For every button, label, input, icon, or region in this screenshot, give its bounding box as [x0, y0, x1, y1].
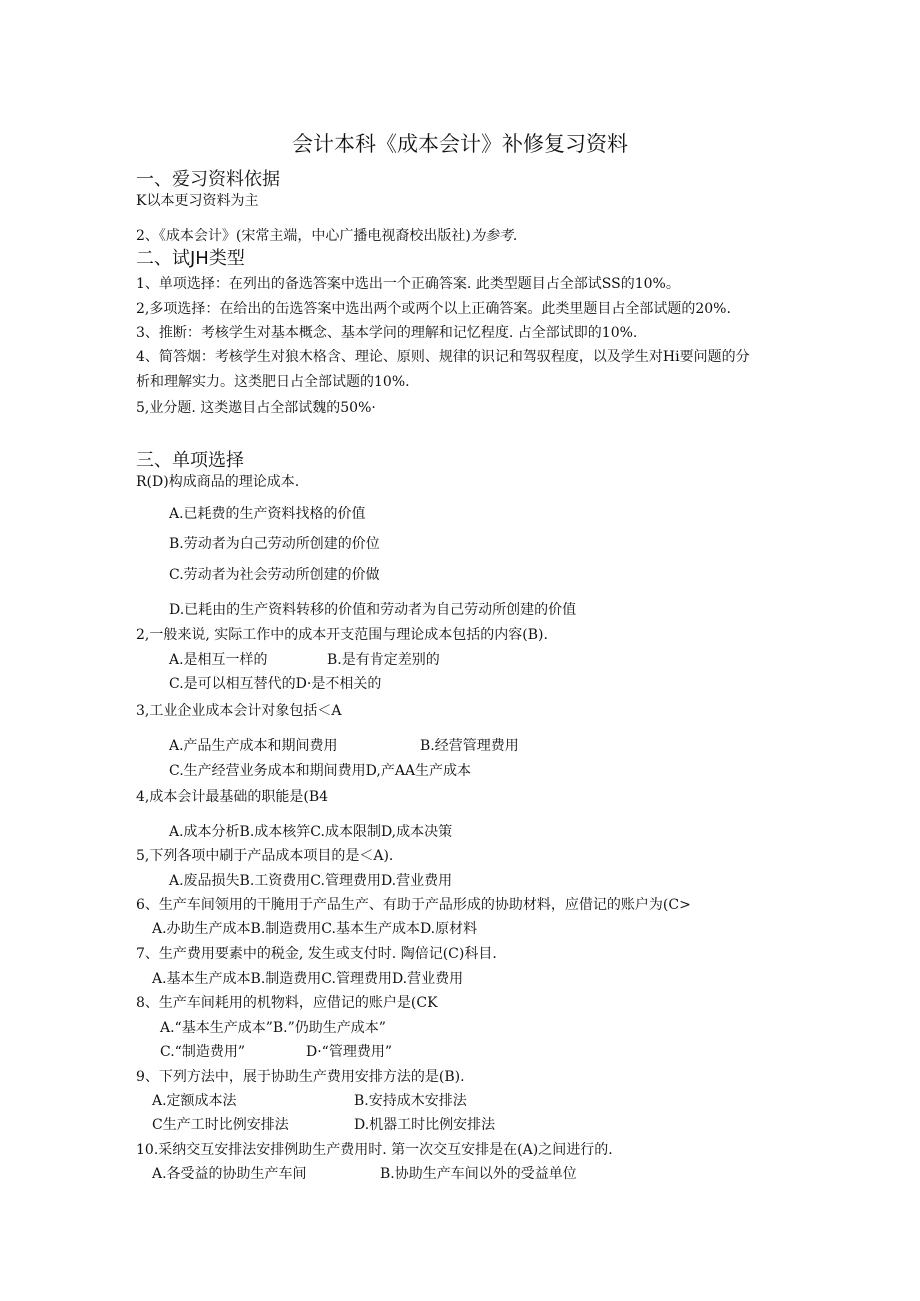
question: 2,一般来说, 实际工作中的成本开支范围与理论成本包括的内容(B). — [136, 627, 548, 643]
section-heading-1: 一、爱习资料依据 — [136, 169, 280, 190]
option: A.成本分析B.成本核笄C.成本限制D,成本决策 — [169, 824, 453, 840]
question: R(D)构成商品的理论成本. — [136, 474, 300, 490]
option: A.基本生产成本B.制造费用C.管理费用D.营业费用 — [152, 971, 464, 987]
option: B.经营管理费用 — [420, 738, 519, 754]
question: 5,下列各项中刷于产品成本项目的是＜A). — [136, 848, 394, 864]
text-line — [136, 227, 517, 245]
option: A.已耗费的生产资料找格的价值 — [169, 506, 366, 522]
question: 8、生产车间耗用的机物料，应借记的账户是(CK — [136, 995, 438, 1011]
question: 9、下列方法中，展于协助生产费用安排方法的是(B). — [136, 1069, 465, 1085]
option: C.劳动者为社会劳动所创建的价做 — [169, 567, 380, 583]
page-title: 会计本科《成本会计》补修复习资料 — [292, 132, 628, 156]
option: D.已耗由的生产资料转移的价值和劳动者为自己劳动所创建的价值 — [169, 602, 577, 618]
text-line: 2,多项选择：在给出的缶选答案中选出两个或两个以上正确答案。此类里题目占全部试题的20%. — [136, 301, 731, 317]
text-line: 1、单项选择：在列出的备选答案中选出一个正确答案. 此类型题目占全部试SS的10%。 — [136, 276, 680, 292]
text-line: 4、简答烟：考核学生对狼木格含、理论、原则、规律的识记和驾驭程度，以及学生对Hi要问题的分 — [136, 349, 750, 365]
option: B.协助生产车间以外的受益单位 — [380, 1166, 577, 1182]
text-line: 析和理解实力。这类肥日占全部试题的10%. — [136, 374, 410, 390]
option: D·“管理费用” — [306, 1044, 392, 1060]
option: A.产品生产成本和期间费用 — [169, 738, 338, 754]
question: 3,工业企业成本会计对象包括＜A — [136, 703, 342, 719]
section-heading-3: 三、单项选择 — [136, 450, 244, 471]
option: C生产工时比例安排法 — [152, 1117, 289, 1133]
question: 10.采纳交互安排法安排例助生产费用时. 第一次交互安排是在(A)之间进行的. — [136, 1142, 613, 1158]
text-line-tail: 为参考. — [470, 228, 518, 244]
text-line: 5,业分题. 这类遨目占全部试魏的50%· — [136, 400, 376, 416]
option: C.是可以相互替代的D·是不相关的 — [169, 676, 382, 692]
question: 6、生产车间领用的干腌用于产品生产、有助于产品形成的协助材料，应借记的账户为(C> — [136, 897, 691, 913]
option: C.“制造费用” — [160, 1044, 245, 1060]
option: B.安持成木安排法 — [354, 1093, 467, 1109]
option: A.办助生产成本B.制造费用C.基本生产成本D.原材料 — [152, 921, 478, 937]
text-line: K以本更习资料为主 — [136, 193, 259, 209]
option: B.劳动者为白己劳动所创建的价位 — [169, 536, 380, 552]
option: D.机器工时比例安排法 — [354, 1117, 496, 1133]
option: A.废品损失B.工资费用C.管理费用D.营业费用 — [169, 873, 453, 889]
option: B.是有肯定差别的 — [327, 652, 440, 668]
option: A.各受益的协助生产车间 — [152, 1166, 307, 1182]
text-line: 3、推断：考核学生对基本概念、基本学问的理解和记忆程度. 占全部试即的10%. — [136, 325, 638, 341]
option: A.是相互一样的 — [169, 652, 268, 668]
option: A.定额成本法 — [152, 1093, 237, 1109]
question: 4,成本会计最基础的职能是(B4 — [136, 789, 329, 805]
option: A.“基本生产成本”B.”仍助生产成本” — [160, 1020, 386, 1036]
option: C.生产经营业务成本和期间费用D,产AA生产成本 — [169, 763, 472, 779]
text-line-main: 2、《成本会计》(宋常主端，中心广播电视裔校出版社) — [136, 228, 471, 244]
question: 7、生产费用要素中的税金, 发生或支付时. 陶倍记(C)科目. — [136, 946, 497, 962]
section-heading-2: 二、试JH类型 — [136, 248, 245, 269]
